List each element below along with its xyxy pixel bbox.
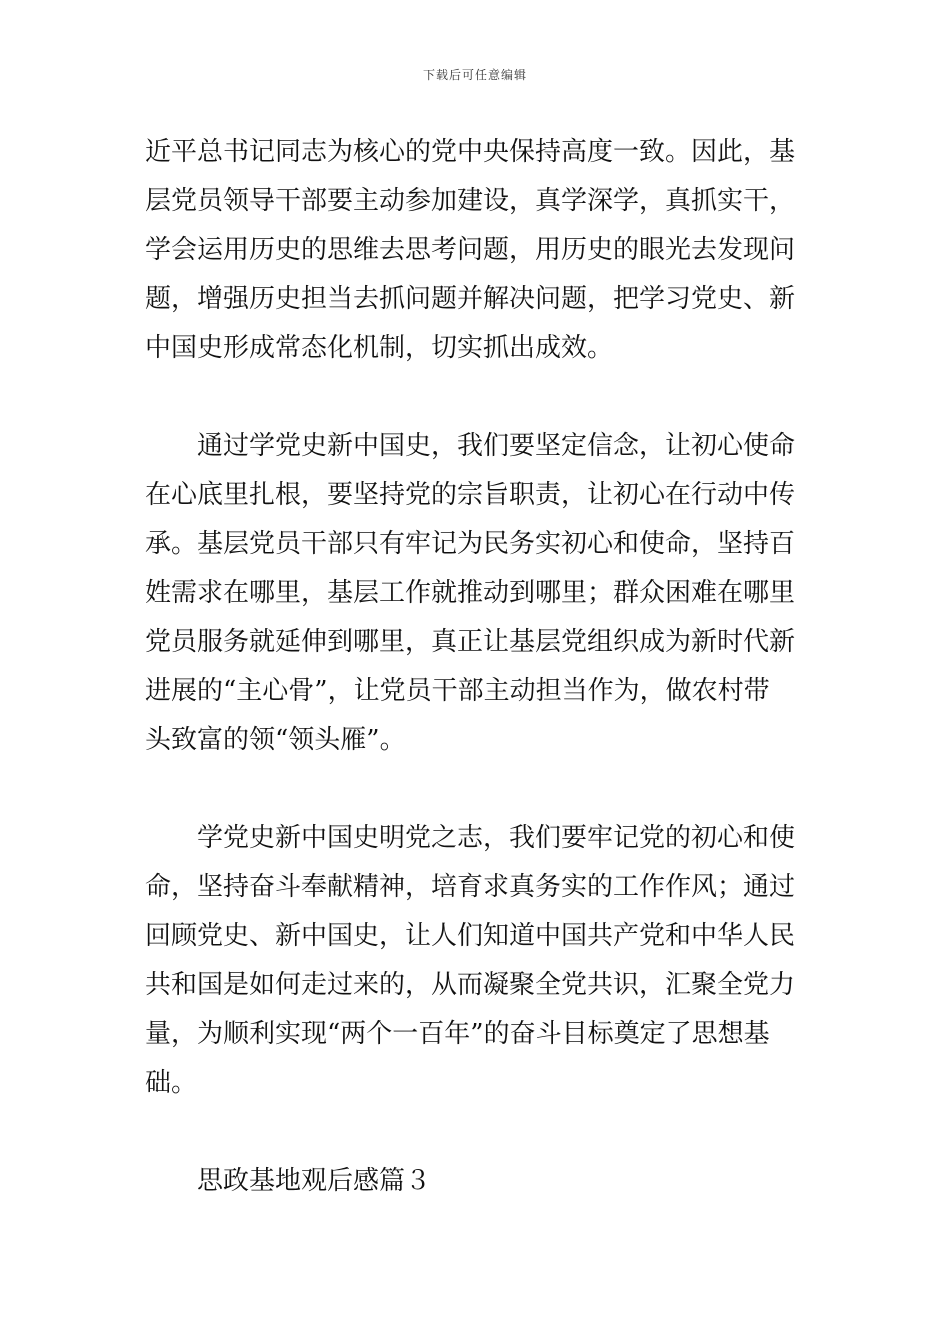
paragraph-line: 回顾党史、新中国史，让人们知道中国共产党和中华人民 bbox=[145, 921, 796, 951]
paragraph-spacer bbox=[145, 373, 810, 422]
paragraph-line: 础。 bbox=[145, 1068, 198, 1098]
paragraph-spacer bbox=[145, 1108, 810, 1157]
paragraph-line: 题，增强历史担当去抓问题并解决问题，把学习党史、新 bbox=[145, 284, 796, 314]
paragraph-line: 姓需求在哪里，基层工作就推动到哪里；群众困难在哪里 bbox=[145, 578, 796, 608]
paragraph-1 bbox=[145, 128, 810, 373]
paragraph-spacer bbox=[145, 765, 810, 814]
paragraph-line: 层党员领导干部要主动参加建设，真学深学，真抓实干， bbox=[145, 186, 796, 216]
section-heading: 思政基地观后感篇３ bbox=[197, 1166, 432, 1196]
paragraph-line: 通过学党史新中国史，我们要坚定信念，让初心使命 bbox=[197, 431, 796, 461]
paragraph-line: 进展的“主心骨”，让党员干部主动担当作为，做农村带 bbox=[145, 676, 770, 706]
paragraph-line: 头致富的领“领头雁”。 bbox=[145, 725, 406, 755]
paragraph-line: 共和国是如何走过来的，从而凝聚全党共识，汇聚全党力 bbox=[145, 970, 796, 1000]
document-body bbox=[145, 128, 810, 1206]
paragraph-3 bbox=[145, 814, 810, 1108]
paragraph-line: 学会运用历史的思维去思考问题，用历史的眼光去发现问 bbox=[145, 235, 796, 265]
paragraph-line: 承。基层党员干部只有牢记为民务实初心和使命，坚持百 bbox=[145, 529, 796, 559]
section-heading-block bbox=[145, 1157, 810, 1206]
paragraph-line: 在心底里扎根，要坚持党的宗旨职责，让初心在行动中传 bbox=[145, 480, 796, 510]
paragraph-line: 党员服务就延伸到哪里，真正让基层党组织成为新时代新 bbox=[145, 627, 796, 657]
paragraph-line: 学党史新中国史明党之志，我们要牢记党的初心和使 bbox=[197, 823, 796, 853]
paragraph-2 bbox=[145, 422, 810, 765]
paragraph-line: 近平总书记同志为核心的党中央保持高度一致。因此，基 bbox=[145, 137, 796, 167]
paragraph-line: 量，为顺利实现“两个一百年”的奋斗目标奠定了思想基 bbox=[145, 1019, 770, 1049]
paragraph-line: 命，坚持奋斗奉献精神，培育求真务实的工作作风；通过 bbox=[145, 872, 796, 902]
paragraph-line: 中国史形成常态化机制，切实抓出成效。 bbox=[145, 333, 614, 363]
header-note: 下载后可任意编辑 bbox=[422, 68, 527, 82]
